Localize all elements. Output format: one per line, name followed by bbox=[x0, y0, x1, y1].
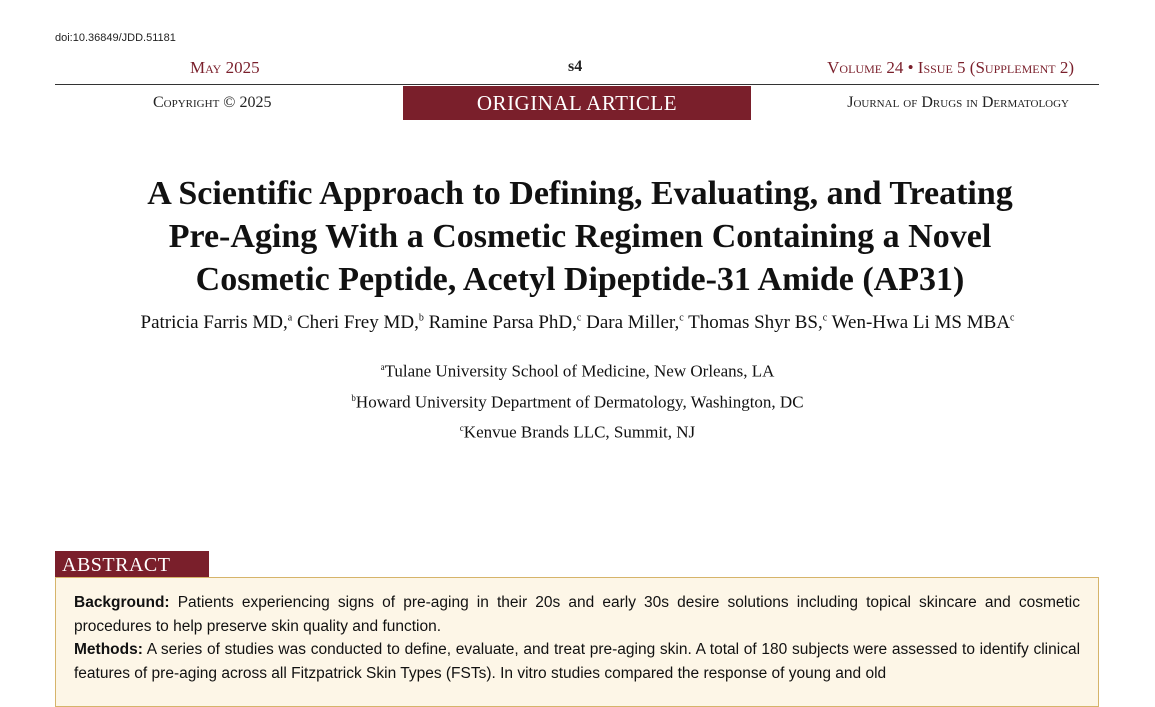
abstract-methods: Methods: A series of studies was conducted to define, evaluate, and treat pre-aging skin. A total of 180 subjects were assessed to identify clinical features of pre-aging across all Fitzpatrick Skin Types (FSTs). In vitro studies compared the response of young and old bbox=[74, 641, 1081, 682]
copyright: Copyright © 2025 bbox=[153, 94, 272, 111]
issue-date: May 2025 bbox=[190, 58, 260, 77]
affiliation: $^b$Howard University Department of Dermatology, Washington, DC bbox=[351, 392, 804, 412]
author: Wen-Hwa Li MS MBA$^c$ bbox=[831, 312, 1015, 333]
affiliation: $^c$Kenvue Brands LLC, Summit, NJ bbox=[459, 422, 696, 442]
abstract-label: ABSTRACT bbox=[55, 551, 209, 578]
author: Ramine Parsa PhD,$^c$ bbox=[428, 312, 582, 333]
abstract-background: Background: Patients experiencing signs of pre-aging in their 20s and early 30s desire solutions including topical skincare and cosmetic procedures to help preserve skin quality and function. bbox=[74, 594, 1080, 635]
author-list bbox=[0, 312, 1155, 334]
title-line: Cosmetic Peptide, Acetyl Dipeptide-31 Amide (AP31) bbox=[195, 261, 965, 298]
abstract-box bbox=[55, 577, 1099, 707]
journal-name: Journal of Drugs in Dermatology bbox=[847, 94, 1069, 111]
title-line: Pre-Aging With a Cosmetic Regimen Containing a Novel bbox=[168, 218, 992, 255]
author: Patricia Farris MD,$^a$ bbox=[140, 312, 293, 333]
header-row-2 bbox=[55, 86, 1099, 120]
volume-issue: Volume 24 • Issue 5 (Supplement 2) bbox=[827, 58, 1074, 77]
title-line: A Scientific Approach to Defining, Evaluating, and Treating bbox=[147, 175, 1013, 212]
doi-line: doi:10.36849/JDD.51181 bbox=[55, 32, 176, 44]
article-title bbox=[80, 172, 1080, 301]
author: Cheri Frey MD,$^b$ bbox=[296, 312, 424, 333]
page-number: s4 bbox=[568, 58, 583, 75]
author: Dara Miller,$^c$ bbox=[586, 312, 684, 333]
article-type-banner: ORIGINAL ARTICLE bbox=[403, 86, 751, 120]
affiliation: $^a$Tulane University School of Medicine, New Orleans, LA bbox=[380, 361, 775, 381]
running-header bbox=[55, 58, 1099, 82]
header-rule bbox=[55, 84, 1099, 85]
affiliation-list bbox=[0, 354, 1155, 446]
author: Thomas Shyr BS,$^c$ bbox=[688, 312, 828, 333]
